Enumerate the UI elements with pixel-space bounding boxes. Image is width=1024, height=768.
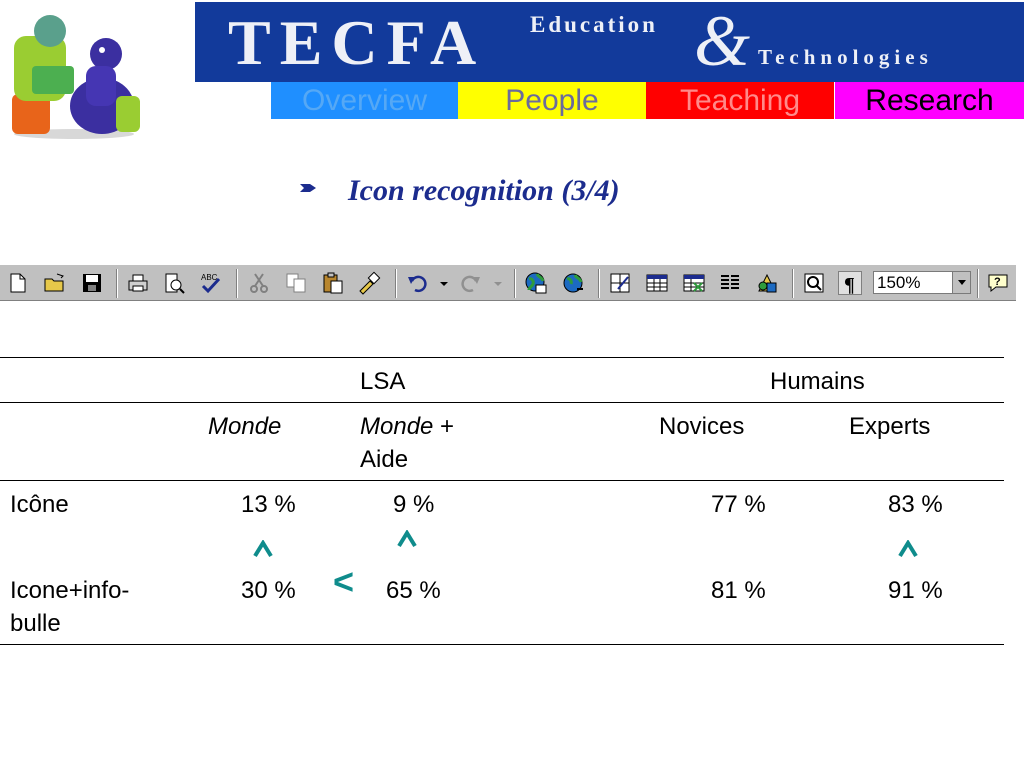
cell-info-monde-aide: 65 % [386,577,441,604]
print-preview-icon[interactable] [162,271,186,295]
bullet-arrow-icon [300,182,316,194]
hyperlink-icon[interactable] [561,271,585,295]
header-lsa: LSA [360,368,406,395]
zoom-value: 150% [877,273,921,292]
cell-info-monde: 30 % [241,577,296,604]
cell-info-novices: 81 % [711,577,766,604]
cell-info-experts: 91 % [888,577,943,604]
tab-overview[interactable]: Overview [271,82,458,119]
insert-excel-icon[interactable] [682,271,706,295]
format-painter-icon[interactable] [357,271,381,295]
greater-up-arrow-icon [253,540,273,558]
toolbar-separator [236,269,238,298]
spell-check-icon[interactable] [199,271,223,295]
table-rule-top [0,357,1004,358]
cell-icone-monde-aide: 9 % [393,491,435,518]
tab-research[interactable]: Research [835,82,1024,119]
tables-borders-icon[interactable] [608,271,632,295]
toolbar-separator [598,269,600,298]
drawing-icon[interactable] [755,271,779,295]
table-rule-body [0,480,1004,481]
header-monde-aide [360,410,454,444]
columns-icon[interactable] [718,271,742,295]
show-formatting-icon[interactable] [838,271,862,295]
print-icon[interactable] [126,271,150,295]
cell-icone-experts: 83 % [888,491,943,518]
logo-education-text: Education [530,12,658,37]
copy-icon[interactable] [284,271,308,295]
toolbar-separator [792,269,794,298]
word-toolbar [0,264,1016,301]
toolbar-separator [977,269,979,298]
toolbar-separator [116,269,118,298]
header-novices: Novices [659,413,745,440]
logo-tecfa-text: TECFA [228,7,486,78]
table-rule-header [0,402,1004,403]
open-folder-icon[interactable] [43,271,67,295]
undo-dropdown-icon[interactable] [432,271,446,295]
slide-title: Icon recognition (3/4) [348,174,620,207]
row-label-icone: Icône [10,491,69,518]
insert-table-icon[interactable] [645,271,669,295]
header-humains: Humains [770,368,865,395]
svg-text:?: ? [994,276,1001,288]
greater-up-arrow-icon [397,530,417,548]
new-document-icon[interactable] [6,271,30,295]
greater-up-arrow-icon [898,540,918,558]
zoom-select[interactable] [873,271,971,294]
web-toolbar-icon[interactable] [524,271,548,295]
tab-teaching[interactable]: Teaching [646,82,834,119]
row-label-icone-info: Icone+info- [10,577,130,604]
table-rule-bottom [0,644,1004,645]
redo-icon[interactable] [458,271,482,295]
header-monde-aide-italic: Monde [360,413,434,440]
row-label-icone-info-second-line: bulle [10,610,61,637]
document-map-icon[interactable] [802,271,826,295]
save-icon[interactable] [80,271,104,295]
tecfa-mascot-image [4,6,144,141]
undo-icon[interactable] [406,271,430,295]
toolbar-separator [395,269,397,298]
svg-text:¶: ¶ [844,274,855,296]
header-monde-aide-second-line: Aide [360,446,409,473]
help-icon[interactable] [986,271,1010,295]
svg-text:ABC: ABC [201,273,218,282]
logo-ampersand: & [694,1,751,81]
toolbar-separator [514,269,516,298]
zoom-dropdown-arrow-icon[interactable] [952,272,970,293]
cell-icone-monde: 13 % [241,491,296,518]
tab-people[interactable]: People [458,82,646,119]
header-monde: Monde [208,413,282,440]
paste-icon[interactable] [321,271,345,295]
header-experts: Experts [849,413,931,440]
cut-icon[interactable] [247,271,271,295]
logo-technologies-text: Technologies [758,45,933,69]
redo-dropdown-icon[interactable] [486,271,500,295]
less-than-sign: < [333,561,355,602]
cell-icone-novices: 77 % [711,491,766,518]
header-monde-aide-plus: + [433,413,455,440]
